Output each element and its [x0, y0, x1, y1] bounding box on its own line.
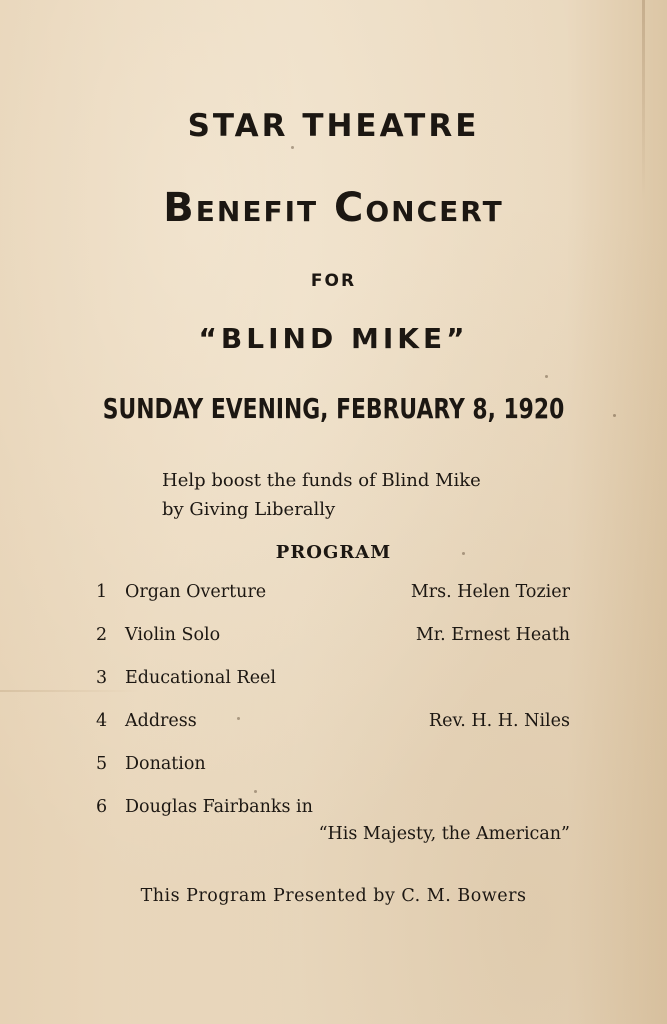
event-title: Benefit Concert — [163, 185, 504, 231]
paper-speck — [613, 414, 616, 417]
program-row — [0, 711, 667, 737]
program-item: Organ Overture — [125, 582, 267, 602]
program-row — [0, 668, 667, 694]
appeal-line: by Giving Liberally — [162, 499, 336, 520]
appeal-line: Help boost the funds of Blind Mike — [162, 470, 481, 491]
program-number: 1 — [96, 582, 108, 602]
theatre-name: STAR THEATRE — [187, 108, 480, 144]
for-label: FOR — [310, 271, 357, 291]
paper-speck — [254, 790, 257, 793]
program-row — [0, 582, 667, 608]
program-row — [0, 625, 667, 651]
program-number: 6 — [96, 797, 108, 817]
paper-fold — [642, 0, 645, 200]
program-number: 4 — [96, 711, 108, 731]
program-number: 2 — [96, 625, 108, 645]
program-title: PROGRAM — [275, 542, 392, 563]
program-row — [0, 754, 667, 780]
appeal-text — [162, 466, 481, 524]
program-performer: Mrs. Helen Tozier — [410, 582, 570, 602]
feature-film-title: “His Majesty, the American” — [318, 824, 570, 844]
program-item: Violin Solo — [125, 625, 221, 645]
program-item: Donation — [125, 754, 206, 774]
paper-speck — [291, 146, 294, 149]
program-performer: Rev. H. H. Niles — [428, 711, 570, 731]
paper-speck — [545, 375, 548, 378]
program-row — [0, 797, 667, 823]
program-number: 5 — [96, 754, 108, 774]
program-item: Educational Reel — [125, 668, 276, 688]
beneficiary-name: “BLIND MIKE” — [198, 322, 469, 355]
program-number: 3 — [96, 668, 108, 688]
program-item: Address — [125, 711, 197, 731]
presenter-credit: This Program Presented by C. M. Bowers — [140, 886, 527, 906]
program-item: Douglas Fairbanks in — [125, 797, 313, 817]
event-date: SUNDAY EVENING, FEBRUARY 8, 1920 — [102, 392, 565, 425]
program-performer: Mr. Ernest Heath — [415, 625, 570, 645]
